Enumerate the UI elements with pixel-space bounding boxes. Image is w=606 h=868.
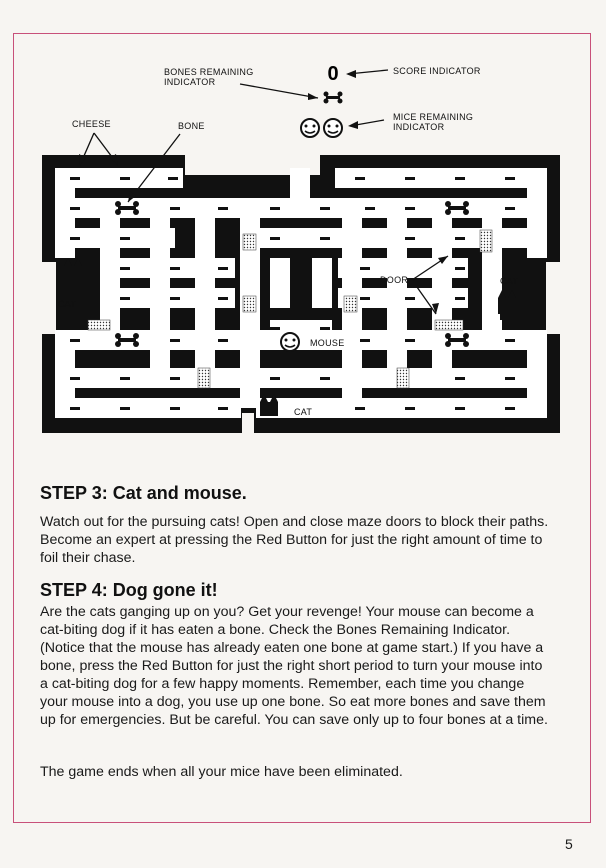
page-number: 5 (565, 836, 573, 852)
label-bone: BONE (178, 121, 205, 131)
game-end-text: The game ends when all your mice have been eliminated. (40, 764, 403, 780)
mice-remaining-icon (301, 119, 342, 137)
step4-heading: STEP 4: Dog gone it! (40, 580, 218, 600)
label-bones-remaining: BONES REMAINING INDICATOR (164, 67, 254, 87)
label-cat-right: CAT (500, 276, 519, 286)
step3-heading: STEP 3: Cat and mouse. (40, 483, 247, 503)
label-cat-left: CAT (58, 299, 77, 309)
label-cheese: CHEESE (72, 119, 111, 129)
step4-body: Are the cats ganging up on you? Get your revenge! Your mouse can become a cat-biting dog if it has eaten a bone. Check the Bones Remaining Indicator. (Notice that the mouse has already eaten one bone at game start.) If you have a bone, press the Red Button for just the right short period to turn your mouse into a cat-biting dog for a few happy moments. Remember, each time you change your mouse into a dog, you use up one bone. So eat more bones and save them up for emergencies. But be careful. You can save only up to four bones at a time. (40, 604, 548, 728)
label-mouse: MOUSE (310, 338, 345, 348)
bones-remaining-icon (324, 92, 343, 104)
score-digit: 0 (327, 63, 339, 85)
step3-body: Watch out for the pursuing cats! Open and close maze doors to block their paths. Become an expert at pressing the Red Button for just the right amount of time to foil their chase. (40, 514, 549, 566)
label-mice-remaining: MICE REMAINING INDICATOR (393, 112, 474, 132)
label-door: DOOR (380, 275, 409, 285)
mouse-icon (281, 333, 299, 351)
label-score-indicator: SCORE INDICATOR (393, 66, 481, 76)
label-cat-bottom: CAT (294, 407, 313, 417)
